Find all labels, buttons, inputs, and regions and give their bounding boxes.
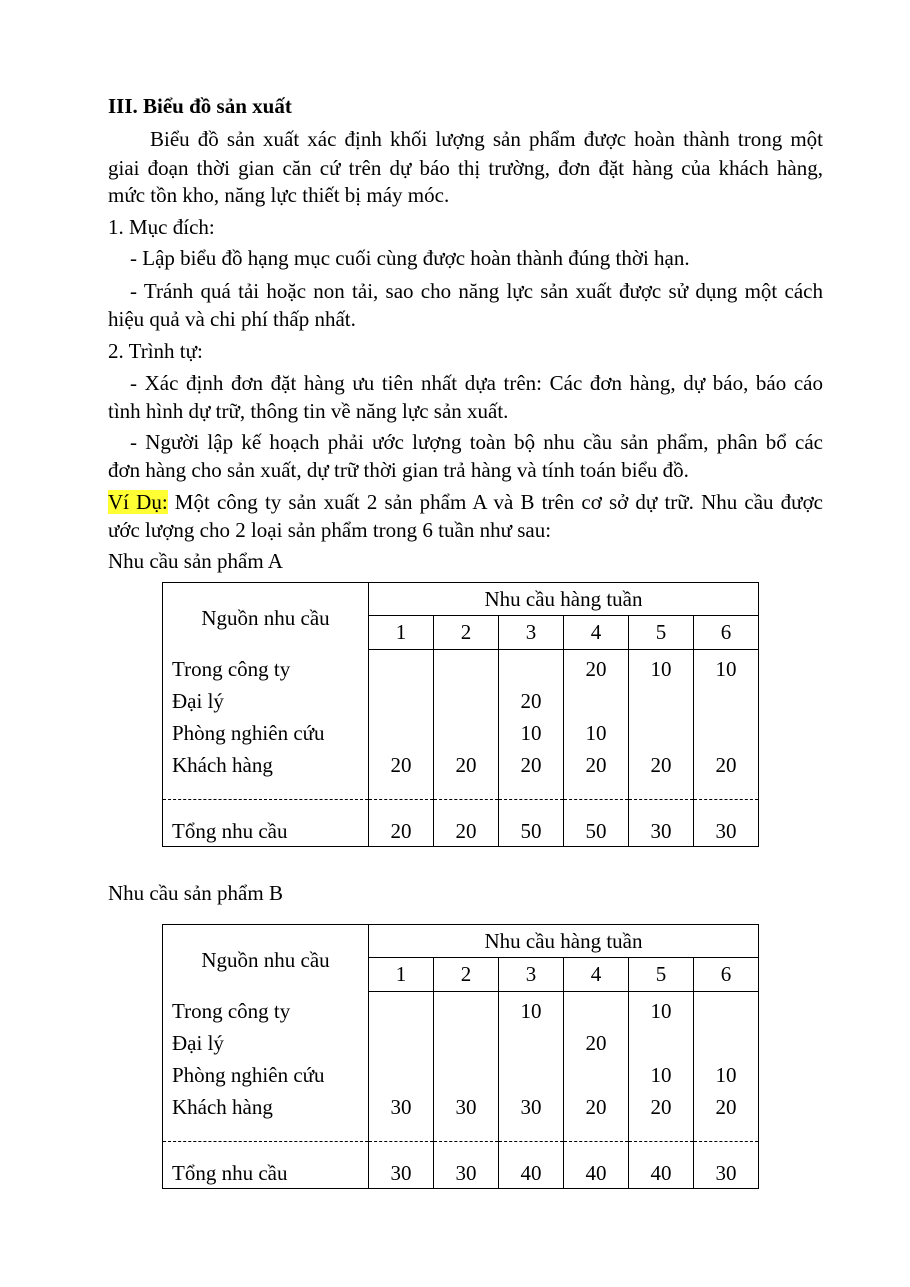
week-header: 4 (564, 958, 629, 992)
value-cell (629, 1027, 693, 1059)
source-header: Nguồn nhu cầu (163, 925, 369, 992)
value-cell (369, 995, 433, 1027)
value-cell (369, 685, 433, 717)
week-column (564, 650, 629, 800)
source-label: Trong công ty (172, 656, 291, 681)
week-column (499, 650, 564, 800)
section2-bullet-1-line-2: tình hình dự trữ, thông tin về năng lực sản xuất. (108, 399, 509, 423)
week-header: 6 (694, 958, 759, 992)
week-column (629, 650, 694, 800)
intro-line-2: giai đoạn thời gian căn cứ trên dự báo thị trường, đơn đặt hàng của khách hàng, (108, 156, 823, 180)
total-cell: 30 (694, 1142, 759, 1189)
value-cell (499, 1059, 563, 1091)
value-cell: 30 (520, 1095, 542, 1119)
week-column (369, 650, 434, 800)
example-line-2: ước lượng cho 2 loại sản phẩm trong 6 tuần như sau: (108, 518, 552, 542)
value-cell (694, 995, 758, 1027)
value-cell: 10 (650, 999, 672, 1023)
weekly-header: Nhu cầu hàng tuần (369, 925, 759, 958)
week-header: 2 (434, 616, 499, 650)
total-cell: 40 (564, 1142, 629, 1189)
week-column (564, 992, 629, 1142)
week-column (369, 992, 434, 1142)
value-cell (434, 653, 498, 685)
week-column (694, 650, 759, 800)
value-cell: 10 (520, 999, 542, 1023)
value-cell (499, 653, 563, 685)
total-cell: 40 (629, 1142, 694, 1189)
table-a-caption: Nhu cầu sản phẩm A (108, 549, 283, 573)
value-cell: 10 (585, 721, 607, 745)
value-cell: 30 (390, 1095, 412, 1119)
value-cell (564, 685, 628, 717)
total-label: Tổng nhu cầu (163, 800, 369, 847)
example-line-1 (108, 489, 823, 515)
example-label: Ví Dụ: (108, 490, 168, 514)
week-column (434, 992, 499, 1142)
value-cell (629, 685, 693, 717)
value-cell (629, 717, 693, 749)
week-column (694, 992, 759, 1142)
section1-title: 1. Mục đích: (108, 215, 215, 239)
value-cell (564, 1059, 628, 1091)
table-b-caption: Nhu cầu sản phẩm B (108, 881, 283, 905)
value-cell (694, 1027, 758, 1059)
week-header: 5 (629, 616, 694, 650)
value-cell (499, 1027, 563, 1059)
value-cell (434, 1059, 498, 1091)
value-cell: 20 (585, 753, 607, 777)
value-cell (694, 685, 758, 717)
value-cell (434, 995, 498, 1027)
week-column (629, 992, 694, 1142)
value-cell (434, 1027, 498, 1059)
value-cell (434, 685, 498, 717)
value-cell (369, 1059, 433, 1091)
section2-bullet-2-line-1: - Người lập kế hoạch phải ước lượng toàn bộ nhu cầu sản phẩm, phân bổ các (130, 430, 823, 454)
section2-title: 2. Trình tự: (108, 339, 203, 363)
value-cell (694, 717, 758, 749)
week-header: 3 (499, 616, 564, 650)
week-header: 2 (434, 958, 499, 992)
value-cell (369, 653, 433, 685)
value-cell: 10 (715, 1063, 737, 1087)
source-label: Khách hàng (172, 752, 273, 777)
value-cell: 20 (585, 1031, 607, 1055)
value-cell: 20 (650, 753, 672, 777)
source-list (163, 992, 369, 1142)
source-label: Khách hàng (172, 1094, 273, 1119)
source-label: Đại lý (172, 688, 224, 713)
example-text-1: Một công ty sản xuất 2 sản phẩm A và B trên cơ sở dự trữ. Nhu cầu được (167, 490, 823, 514)
total-cell: 30 (369, 1142, 434, 1189)
value-cell: 10 (520, 721, 542, 745)
value-cell: 20 (585, 1095, 607, 1119)
source-label: Phòng nghiên cứu (172, 720, 325, 745)
intro-line-3: mức tồn kho, năng lực thiết bị máy móc. (108, 183, 450, 207)
week-header: 6 (694, 616, 759, 650)
value-cell: 20 (455, 753, 477, 777)
table-b (162, 924, 759, 1189)
value-cell: 20 (650, 1095, 672, 1119)
total-cell: 20 (369, 800, 434, 847)
section2-bullet-2-line-2: đơn hàng cho sản xuất, dự trữ thời gian trả hàng và tính toán biểu đồ. (108, 458, 689, 482)
intro-line-1: Biểu đồ sản xuất xác định khối lượng sản phẩm được hoàn thành trong một (150, 127, 823, 151)
week-header: 4 (564, 616, 629, 650)
value-cell: 20 (585, 657, 607, 681)
total-cell: 50 (499, 800, 564, 847)
value-cell (369, 717, 433, 749)
total-cell: 50 (564, 800, 629, 847)
source-label: Phòng nghiên cứu (172, 1062, 325, 1087)
value-cell: 20 (520, 689, 542, 713)
value-cell (434, 717, 498, 749)
week-column (434, 650, 499, 800)
week-column (499, 992, 564, 1142)
week-header: 1 (369, 958, 434, 992)
total-cell: 30 (694, 800, 759, 847)
total-cell: 30 (629, 800, 694, 847)
week-header: 3 (499, 958, 564, 992)
value-cell: 20 (390, 753, 412, 777)
source-header: Nguồn nhu cầu (163, 583, 369, 650)
section1-bullet-2-line-2: hiệu quả và chi phí thấp nhất. (108, 307, 356, 331)
value-cell: 20 (715, 753, 737, 777)
value-cell: 10 (650, 657, 672, 681)
weekly-header: Nhu cầu hàng tuần (369, 583, 759, 616)
source-label: Trong công ty (172, 998, 291, 1023)
total-cell: 20 (434, 800, 499, 847)
section1-bullet-1: - Lập biểu đồ hạng mục cuối cùng được hoàn thành đúng thời hạn. (130, 246, 690, 270)
section1-bullet-2-line-1: - Tránh quá tải hoặc non tải, sao cho năng lực sản xuất được sử dụng một cách (130, 279, 823, 303)
value-cell: 30 (455, 1095, 477, 1119)
source-label: Đại lý (172, 1030, 224, 1055)
week-header: 5 (629, 958, 694, 992)
table-a (162, 582, 759, 847)
value-cell: 10 (650, 1063, 672, 1087)
section-heading: III. Biểu đồ sản xuất (108, 94, 292, 118)
value-cell: 20 (715, 1095, 737, 1119)
value-cell (564, 995, 628, 1027)
section2-bullet-1-line-1: - Xác định đơn đặt hàng ưu tiên nhất dựa trên: Các đơn hàng, dự báo, báo cáo (130, 371, 823, 395)
total-label: Tổng nhu cầu (163, 1142, 369, 1189)
week-header: 1 (369, 616, 434, 650)
total-cell: 30 (434, 1142, 499, 1189)
source-list (163, 650, 369, 800)
value-cell: 20 (520, 753, 542, 777)
value-cell (369, 1027, 433, 1059)
value-cell: 10 (715, 657, 737, 681)
total-cell: 40 (499, 1142, 564, 1189)
